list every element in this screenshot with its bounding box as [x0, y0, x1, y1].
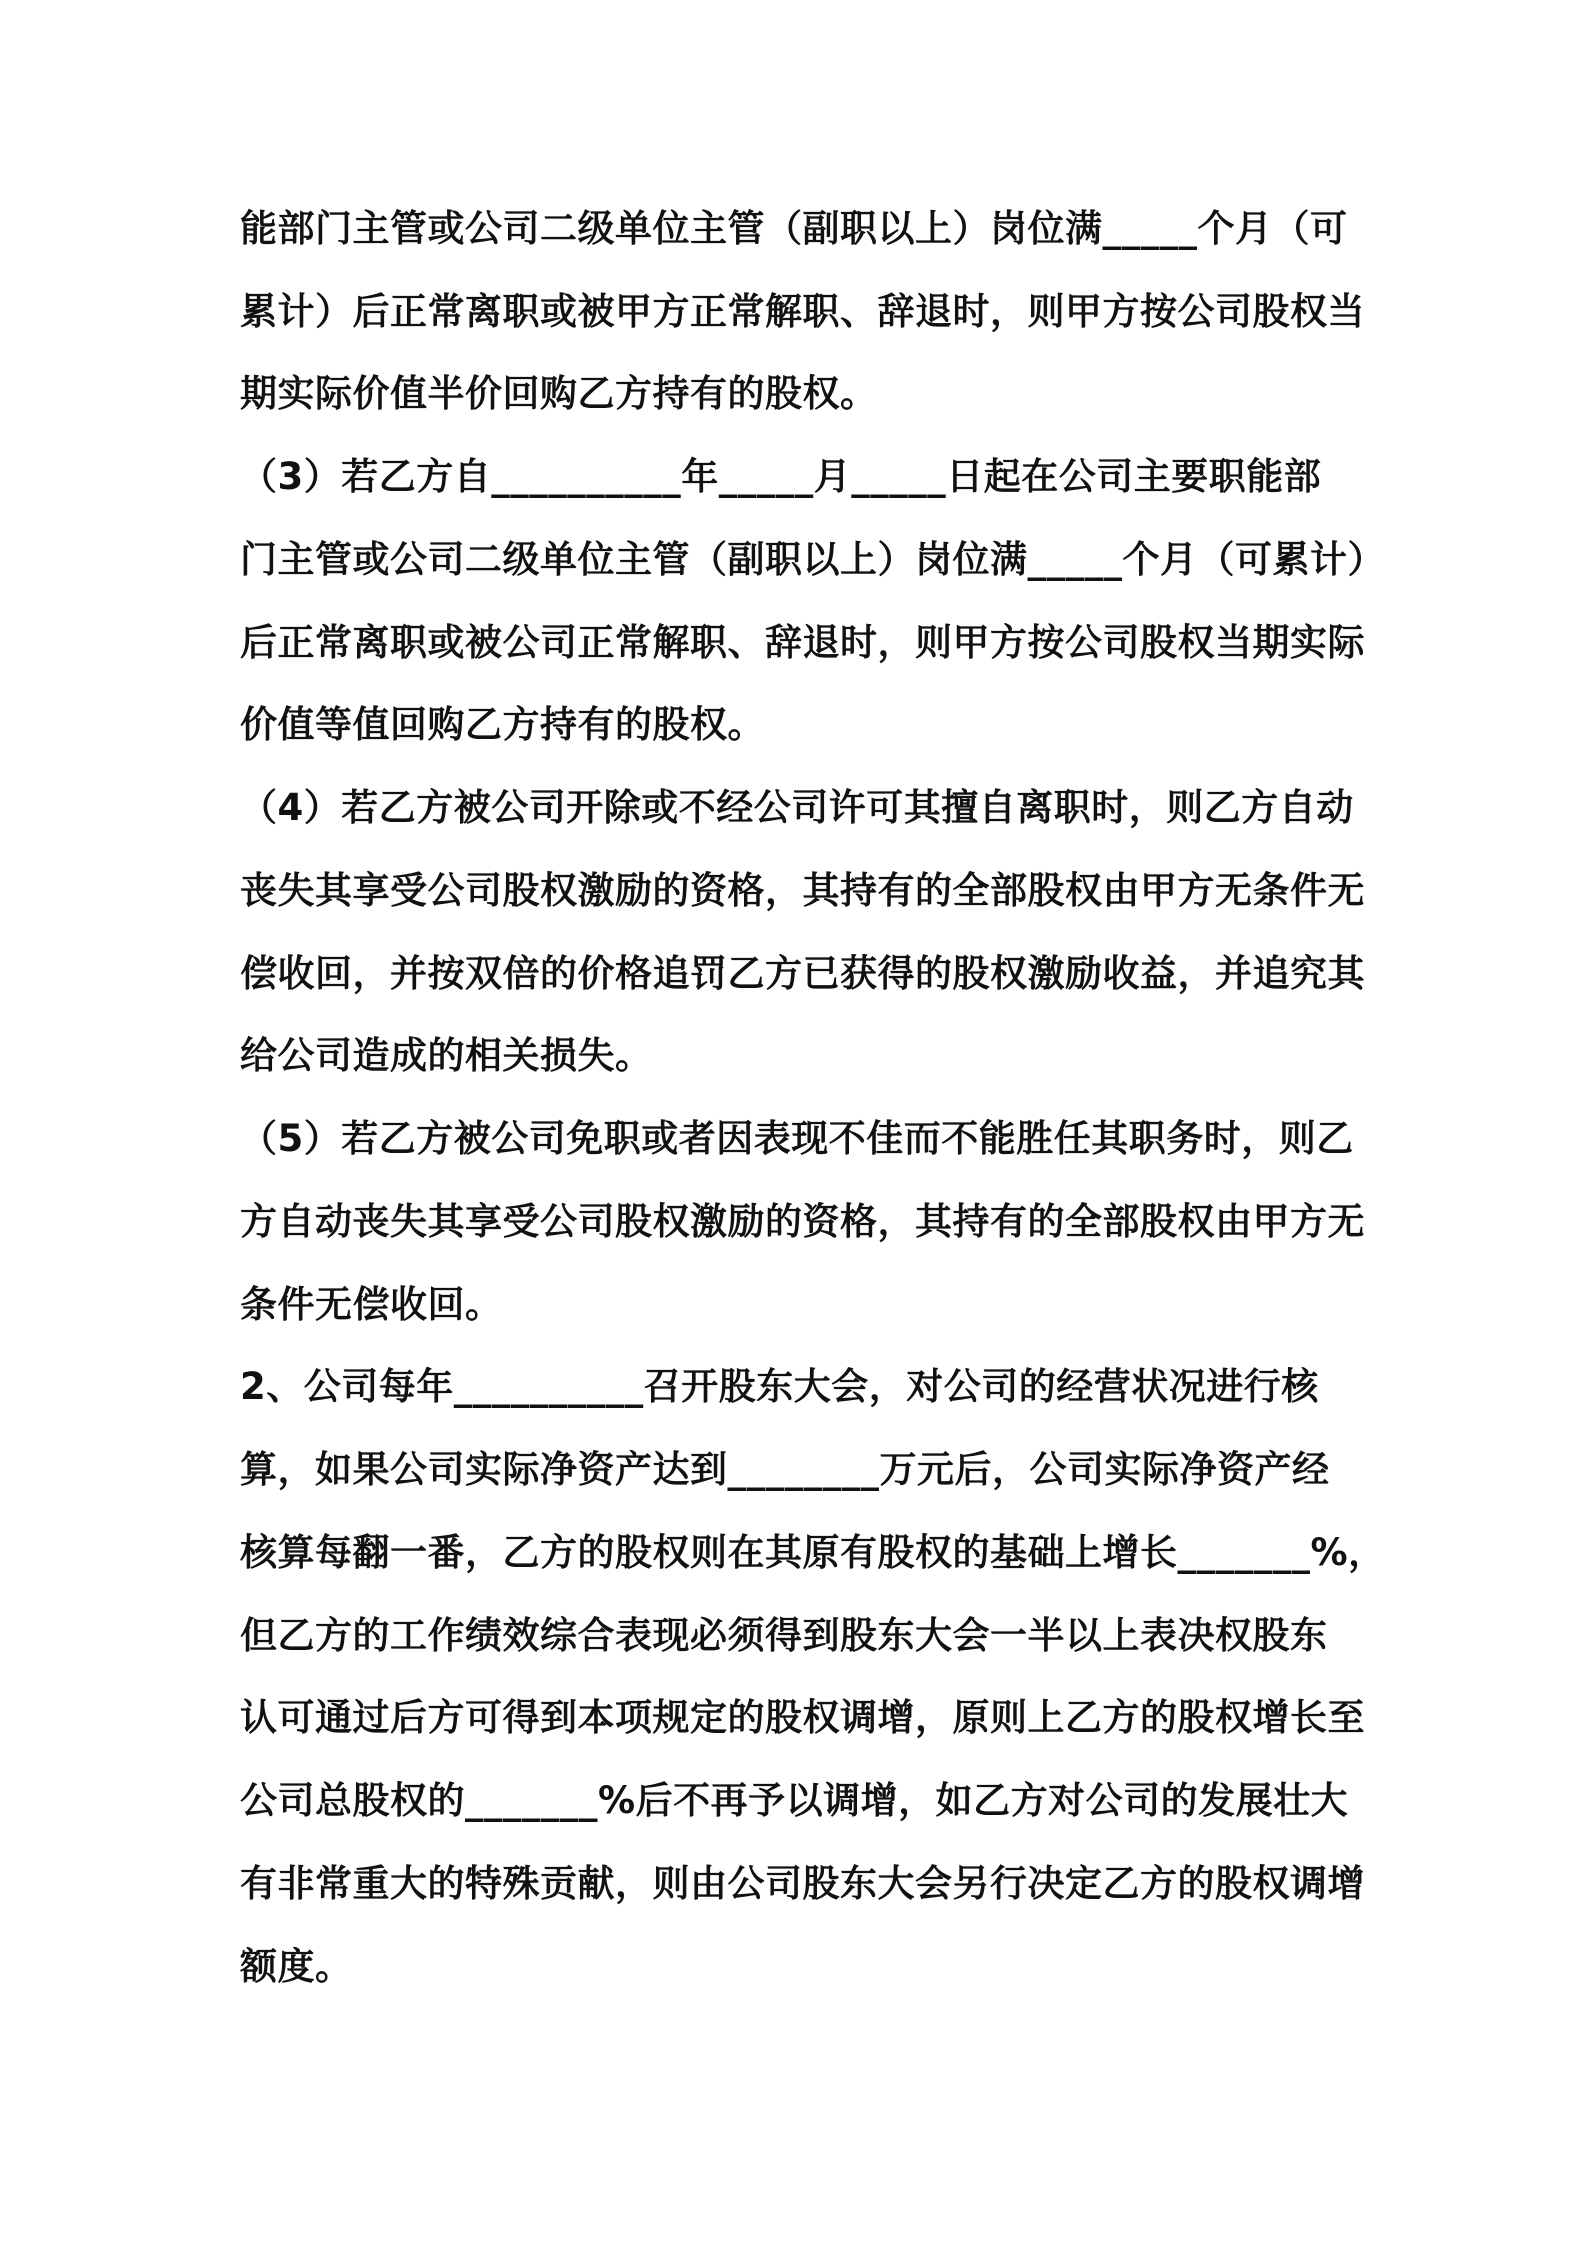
text-line: （5）若乙方被公司免职或者因表现不佳而不能胜任其职务时，则乙 [240, 1117, 1354, 1160]
text-line: 有非常重大的特殊贡献，则由公司股东大会另行决定乙方的股权调增 [240, 1862, 1365, 1905]
text-line: 核算每翻一番，乙方的股权则在其原有股权的基础上增长_______%， [240, 1531, 1386, 1574]
text-line: 公司总股权的_______%后不再予以调增，如乙方对公司的发展壮大 [240, 1779, 1349, 1822]
text-line: 给公司造成的相关损失。 [240, 1034, 653, 1077]
text-line: 偿收回，并按双倍的价格追罚乙方已获得的股权激励收益，并追究其 [240, 952, 1365, 995]
text-line: 价值等值回购乙方持有的股权。 [240, 703, 765, 746]
text-line: 门主管或公司二级单位主管（副职以上）岗位满_____个月（可累计） [240, 538, 1385, 581]
text-line: 额度。 [240, 1945, 353, 1988]
text-line: 方自动丧失其享受公司股权激励的资格，其持有的全部股权由甲方无 [240, 1200, 1365, 1243]
text-line: 期实际价值半价回购乙方持有的股权。 [240, 372, 878, 415]
text-line: 丧失其享受公司股权激励的资格，其持有的全部股权由甲方无条件无 [240, 869, 1365, 912]
text-line: 后正常离职或被公司正常解职、辞退时，则甲方按公司股权当期实际 [240, 621, 1365, 664]
text-line: 认可通过后方可得到本项规定的股权调增，原则上乙方的股权增长至 [240, 1696, 1365, 1739]
text-line: 2、公司每年__________召开股东大会，对公司的经营状况进行核 [240, 1365, 1319, 1408]
text-line: （3）若乙方自__________年_____月_____日起在公司主要职能部 [240, 455, 1322, 498]
text-line: 条件无偿收回。 [240, 1283, 503, 1326]
text-line: （4）若乙方被公司开除或不经公司许可其擅自离职时，则乙方自动 [240, 786, 1354, 829]
text-line: 累计）后正常离职或被甲方正常解职、辞退时，则甲方按公司股权当 [240, 290, 1365, 333]
text-line: 能部门主管或公司二级单位主管（副职以上）岗位满_____个月（可 [240, 207, 1348, 250]
text-line: 算，如果公司实际净资产达到________万元后，公司实际净资产经 [240, 1448, 1330, 1491]
text-line: 但乙方的工作绩效综合表现必须得到股东大会一半以上表决权股东 [240, 1614, 1328, 1657]
